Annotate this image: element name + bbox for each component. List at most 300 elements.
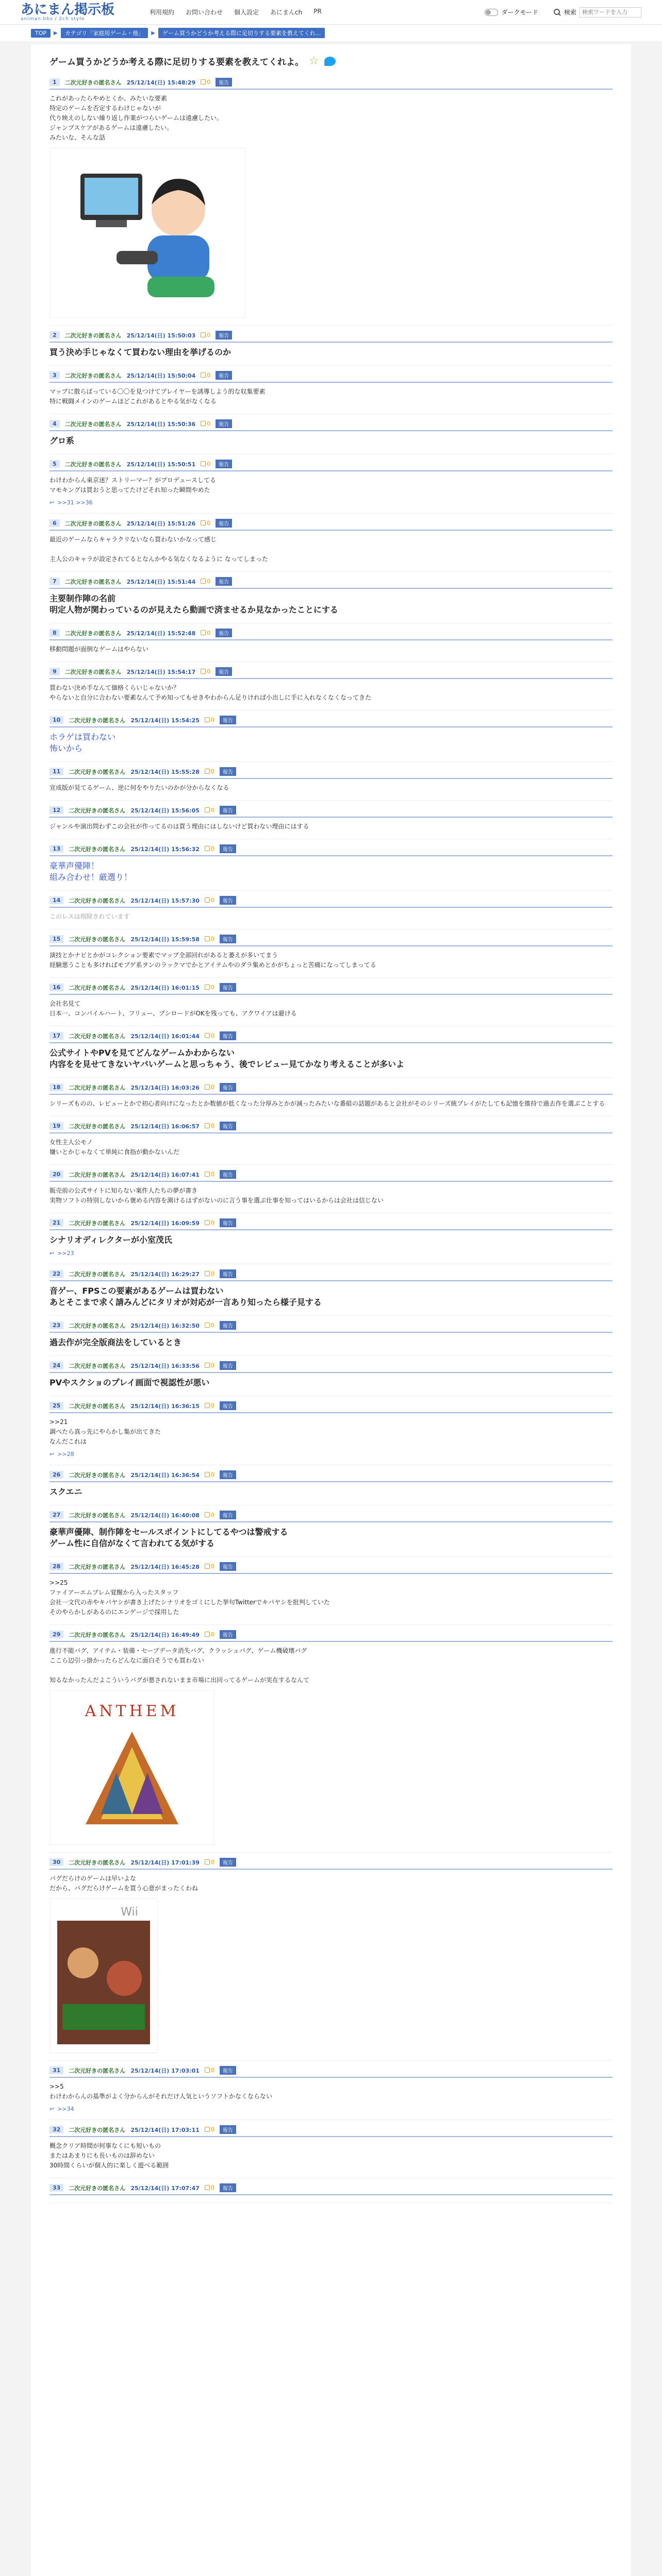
- post-body: [49, 732, 613, 754]
- post-header: [49, 1470, 613, 1481]
- post-divider: [49, 1412, 613, 1413]
- good-button[interactable]: [205, 768, 214, 775]
- report-button[interactable]: 報告: [220, 896, 236, 905]
- post-body: [49, 1874, 613, 1893]
- post: [49, 710, 613, 762]
- report-button[interactable]: 報告: [220, 1083, 236, 1092]
- thumbs-up-icon: [205, 2067, 210, 2073]
- post-header: [49, 806, 613, 817]
- post: [49, 514, 613, 572]
- post-number[interactable]: 32: [49, 2126, 63, 2133]
- good-button[interactable]: [205, 2184, 214, 2191]
- good-button[interactable]: [205, 1859, 214, 1866]
- poster-name: 二次元好きの匿名さん: [64, 461, 122, 468]
- report-button[interactable]: 報告: [220, 1218, 236, 1227]
- post-divider: [49, 1372, 613, 1373]
- good-button[interactable]: [205, 1563, 214, 1570]
- good-button[interactable]: [201, 630, 210, 636]
- post-number[interactable]: 9: [49, 668, 60, 675]
- thumbs-up-icon: [201, 669, 206, 674]
- post-divider: [49, 2194, 613, 2195]
- good-button[interactable]: [205, 2067, 214, 2074]
- good-count: 0: [210, 897, 214, 904]
- report-button[interactable]: 報告: [216, 78, 232, 87]
- post: [49, 2178, 613, 2203]
- post: [49, 662, 613, 710]
- post-line: 明定人物が関わっているのが見えたら動画で済ませるか見なかったことにする: [49, 605, 338, 615]
- report-button[interactable]: 報告: [220, 844, 236, 853]
- good-button[interactable]: [205, 936, 214, 942]
- good-button[interactable]: [205, 1402, 214, 1409]
- good-button[interactable]: [205, 1631, 214, 1638]
- post-date: 25/12/14(日) 15:55:28: [130, 768, 200, 775]
- poster-name: 二次元好きの匿名さん: [69, 984, 126, 991]
- post-number[interactable]: 24: [49, 1362, 63, 1369]
- report-button[interactable]: 報告: [220, 2066, 236, 2075]
- post-divider: [49, 945, 613, 946]
- toggle-track[interactable]: [485, 9, 498, 16]
- post-line: みたいな、そんな話: [49, 134, 106, 141]
- post-number[interactable]: 25: [49, 1402, 63, 1410]
- post-header: [49, 519, 613, 530]
- post-number[interactable]: 31: [49, 2066, 63, 2074]
- thumbs-up-icon: [205, 985, 210, 990]
- post-header: [49, 1630, 613, 1641]
- post-body: [49, 1047, 613, 1070]
- post-header: [49, 419, 613, 430]
- post-number[interactable]: 15: [49, 935, 63, 943]
- post-date: 25/12/14(日) 15:56:05: [130, 807, 200, 814]
- good-button[interactable]: [205, 1084, 214, 1091]
- post-line: 過去作が完全版商法をしているとき: [49, 1337, 182, 1347]
- post-number[interactable]: 21: [49, 1219, 63, 1227]
- site-logo[interactable]: [21, 3, 134, 22]
- post-date: 25/12/14(日) 16:33:56: [130, 1362, 200, 1369]
- good-button[interactable]: [205, 1362, 214, 1369]
- poster-name: 二次元好きの匿名さん: [69, 936, 126, 943]
- search-icon[interactable]: [554, 9, 561, 16]
- thumbs-up-icon: [205, 1323, 210, 1328]
- post-date: 25/12/14(日) 16:40:08: [130, 1512, 200, 1519]
- post-date: 25/12/14(日) 15:57:30: [130, 897, 200, 904]
- post-divider: [49, 1132, 613, 1133]
- poster-name: 二次元好きの匿名さん: [69, 1402, 126, 1410]
- post-number[interactable]: 18: [49, 1083, 63, 1091]
- post-line: ゲーム性に自信がなくて言われてる気がする: [49, 1538, 215, 1548]
- post-body: [49, 683, 613, 703]
- reply-anchor[interactable]: >>28: [57, 1451, 74, 1458]
- good-count: 0: [210, 2126, 214, 2133]
- post-divider: [49, 1869, 613, 1870]
- post-line: やらないと自分に合わない要素なんて予め知ってもせきやわからん足りければ小出しに手に入れなくなくなってきた: [49, 694, 372, 701]
- poster-name: 二次元好きの匿名さん: [69, 768, 126, 775]
- report-button[interactable]: 報告: [220, 1511, 236, 1519]
- good-button[interactable]: [201, 332, 210, 338]
- good-count: 0: [210, 1219, 214, 1226]
- wii-game-cover: [52, 1901, 155, 2050]
- good-button[interactable]: [201, 372, 210, 379]
- post: [49, 1213, 613, 1264]
- thumbs-up-icon: [205, 1220, 210, 1225]
- post-body: [49, 1646, 613, 1685]
- thumbs-up-icon: [205, 1033, 210, 1038]
- report-button[interactable]: 報告: [220, 806, 236, 815]
- post-line: 買わない決め手なんて価格くらいじゃないか？: [49, 684, 180, 691]
- poster-name: 二次元好きの匿名さん: [69, 897, 126, 904]
- post-date: 25/12/14(日) 16:03:26: [130, 1084, 200, 1091]
- good-button[interactable]: [201, 520, 210, 527]
- post-divider: [49, 1280, 613, 1281]
- post-header: [49, 1401, 613, 1412]
- thumbs-up-icon: [201, 630, 206, 635]
- post-number[interactable]: 5: [49, 460, 60, 468]
- post-line: 宣成版が見てるゲーム、逆に何をやりたいのかが分からなくなる: [49, 784, 229, 791]
- poster-name: 二次元好きの匿名さん: [64, 372, 122, 379]
- good-button[interactable]: [205, 1270, 214, 1277]
- post-header: [49, 667, 613, 678]
- good-count: 0: [210, 984, 214, 991]
- post-number[interactable]: 22: [49, 1270, 63, 1278]
- post-line: 進行不能バグ、アイテム・装備・セーブデータ消失バグ、クラッシュバグ、ゲーム機破壊バグ: [49, 1647, 307, 1654]
- post-line: ホラゲは買わない: [49, 732, 116, 742]
- post-number[interactable]: 17: [49, 1032, 63, 1040]
- post-line: ファイアーエムブレム覚醒から入ったスタッフ: [49, 1589, 179, 1596]
- post: [49, 839, 613, 891]
- good-button[interactable]: [205, 1171, 214, 1178]
- poster-name: 二次元好きの匿名さん: [64, 668, 122, 675]
- post: [49, 1264, 613, 1316]
- post-number[interactable]: 33: [49, 2184, 63, 2192]
- good-button[interactable]: [205, 897, 214, 904]
- thumbs-up-icon: [205, 846, 210, 851]
- report-button[interactable]: 報告: [220, 1470, 236, 1479]
- post-body: [49, 783, 613, 793]
- good-button[interactable]: [205, 717, 214, 723]
- report-button[interactable]: 報告: [216, 460, 232, 468]
- post-date: 25/12/14(日) 16:32:50: [130, 1322, 200, 1329]
- good-count: 0: [210, 1859, 214, 1866]
- report-button[interactable]: 報告: [220, 983, 236, 992]
- post-header: [49, 2183, 613, 2194]
- thumbs-up-icon: [201, 421, 206, 426]
- post-header: [49, 1361, 613, 1372]
- post-image[interactable]: [49, 1690, 214, 1845]
- post-number[interactable]: 2: [49, 331, 60, 339]
- breadcrumb-category[interactable]: カテゴリ「家庭用ゲーム・他」: [61, 28, 148, 38]
- svg-text:ANTHEM: ANTHEM: [85, 1702, 179, 1720]
- poster-name: 二次元好きの匿名さん: [69, 1270, 126, 1278]
- post-line: 会社一文代の赤やキパヤシが書き上げたシナリオをゴミにした挙句Twitterでキパヤシを批判していた: [49, 1599, 330, 1606]
- report-button[interactable]: 報告: [220, 1321, 236, 1330]
- report-button[interactable]: 報告: [220, 1401, 236, 1410]
- good-button[interactable]: [205, 1032, 214, 1039]
- nav-contact[interactable]: お問い合わせ: [186, 9, 223, 16]
- post-line: ジャンルや演出問わずこの会社が作ってるのは買う理由にはしないけど買わない理由にはする: [49, 823, 309, 830]
- post-date: 25/12/14(日) 16:49:49: [130, 1631, 200, 1638]
- post: [49, 1396, 613, 1465]
- post-number[interactable]: 11: [49, 768, 63, 775]
- good-button[interactable]: [205, 1123, 214, 1129]
- reply-links[interactable]: [49, 1447, 613, 1458]
- report-button[interactable]: 報告: [216, 371, 232, 380]
- good-count: 0: [207, 520, 211, 527]
- post-line: 豪華声優陣！: [49, 861, 100, 871]
- post-date: 25/12/14(日) 16:29:27: [130, 1270, 200, 1278]
- report-button[interactable]: 報告: [220, 2125, 236, 2134]
- post: [49, 1505, 613, 1557]
- report-button[interactable]: 報告: [216, 331, 232, 340]
- post-date: 25/12/14(日) 15:52:48: [126, 630, 196, 637]
- post-number[interactable]: 12: [49, 806, 63, 814]
- post-date: 25/12/14(日) 15:54:17: [126, 668, 196, 675]
- post-header: [49, 935, 613, 945]
- good-button[interactable]: [201, 420, 210, 427]
- post: [49, 454, 613, 514]
- nav-animanch[interactable]: あにまんch: [270, 9, 303, 16]
- good-button[interactable]: [205, 1219, 214, 1226]
- post-body: [49, 860, 613, 883]
- post-line: だから、バグだらけゲームを買う心意がまったくわね: [49, 1885, 198, 1892]
- report-button[interactable]: 報告: [220, 1031, 236, 1040]
- poster-name: 二次元好きの匿名さん: [64, 420, 122, 428]
- report-button[interactable]: 報告: [220, 1170, 236, 1179]
- breadcrumb: [0, 25, 662, 41]
- thumbs-up-icon: [205, 897, 210, 903]
- thread-title: [49, 55, 613, 67]
- post-header: [49, 1321, 613, 1332]
- good-count: 0: [207, 332, 211, 338]
- post-body: [49, 476, 613, 495]
- good-button[interactable]: [205, 845, 214, 852]
- report-button[interactable]: 報告: [220, 716, 236, 724]
- post-line: そのやらかしがあるのにエンゲージで採用した: [49, 1608, 179, 1616]
- post-number[interactable]: 1: [49, 78, 60, 86]
- good-button[interactable]: [205, 807, 214, 814]
- report-button[interactable]: 報告: [220, 1269, 236, 1278]
- nav-settings[interactable]: 個人設定: [234, 9, 259, 16]
- post-body: [49, 645, 613, 654]
- post-divider: [49, 855, 613, 856]
- post-number[interactable]: 10: [49, 716, 63, 724]
- reply-links[interactable]: [49, 1246, 613, 1257]
- post-number[interactable]: 30: [49, 1858, 63, 1866]
- post-line: >>5: [49, 2083, 64, 2090]
- anthem-cover-art: [55, 1696, 209, 1840]
- thumbs-up-icon: [205, 2127, 210, 2132]
- report-button[interactable]: 報告: [220, 1562, 236, 1571]
- post-line: スクエニ: [49, 1487, 82, 1497]
- report-button[interactable]: 報告: [216, 419, 232, 428]
- good-button[interactable]: [205, 1322, 214, 1329]
- report-button[interactable]: 報告: [220, 1858, 236, 1867]
- post-header: [49, 1511, 613, 1521]
- post-divider: [49, 2077, 613, 2078]
- reply-anchor[interactable]: >>34: [57, 2106, 74, 2112]
- good-button[interactable]: [205, 1471, 214, 1478]
- good-count: 0: [210, 1563, 214, 1570]
- post-number[interactable]: 14: [49, 896, 63, 904]
- thumbs-up-icon: [205, 1363, 210, 1368]
- report-button[interactable]: 報告: [220, 2183, 236, 2192]
- post-header: [49, 629, 613, 639]
- good-count: 0: [210, 717, 214, 723]
- post-body: [49, 1486, 613, 1498]
- report-button[interactable]: 報告: [220, 767, 236, 776]
- post-number[interactable]: 27: [49, 1511, 63, 1519]
- thread-title-text: ゲーム買うかどうか考える際に足切りする要素を教えてくれよ。: [49, 57, 304, 67]
- report-button[interactable]: 報告: [216, 667, 232, 676]
- post: [49, 1356, 613, 1396]
- poster-name: 二次元好きの匿名さん: [69, 1219, 126, 1227]
- post-line: 代り映えのしない繰り返し作業がつらいゲームは遠慮したい。: [49, 114, 223, 122]
- twitter-share-icon[interactable]: [324, 57, 336, 66]
- poster-name: 二次元好きの匿名さん: [69, 807, 126, 814]
- post-number[interactable]: 13: [49, 845, 63, 853]
- post-line: 調べたら真っ先にやらかし集が出てきた: [49, 1428, 161, 1435]
- search-area: [554, 7, 641, 18]
- good-count: 0: [207, 578, 211, 585]
- reply-links[interactable]: [49, 495, 613, 506]
- good-count: 0: [210, 1084, 214, 1091]
- thumbs-up-icon: [205, 1632, 210, 1637]
- post-body: [49, 951, 613, 970]
- post-date: 25/12/14(日) 15:48:29: [126, 79, 196, 86]
- post-line: わけわからんの基準がよく分からんがそれだけ人気というソフトかなくならない: [49, 2093, 273, 2100]
- post-date: 25/12/14(日) 15:50:04: [126, 372, 196, 379]
- nav-terms[interactable]: 利用規約: [150, 9, 175, 16]
- good-count: 0: [207, 630, 211, 636]
- report-button[interactable]: 報告: [216, 577, 232, 586]
- good-count: 0: [210, 2067, 214, 2074]
- post-number[interactable]: 16: [49, 984, 63, 991]
- post: [49, 762, 613, 801]
- post-number[interactable]: 29: [49, 1631, 63, 1638]
- report-button[interactable]: 報告: [220, 1122, 236, 1130]
- post: [49, 326, 613, 366]
- post-number[interactable]: 23: [49, 1321, 63, 1329]
- post-number[interactable]: 20: [49, 1171, 63, 1178]
- post: [49, 1078, 613, 1116]
- post-date: 25/12/14(日) 17:01:39: [130, 1859, 200, 1866]
- thumbs-up-icon: [205, 1472, 210, 1477]
- post-number[interactable]: 26: [49, 1471, 63, 1479]
- post-divider: [49, 817, 613, 818]
- post-date: 25/12/14(日) 15:56:32: [130, 845, 200, 853]
- post-body: [49, 593, 613, 616]
- report-button[interactable]: 報告: [220, 1361, 236, 1370]
- good-count: 0: [210, 2184, 214, 2191]
- good-button[interactable]: [201, 578, 210, 585]
- report-button[interactable]: 報告: [216, 629, 232, 637]
- good-button[interactable]: [201, 79, 210, 86]
- poster-name: 二次元好きの匿名さん: [69, 717, 126, 724]
- poster-name: 二次元好きの匿名さん: [69, 1171, 126, 1178]
- report-button[interactable]: 報告: [220, 1630, 236, 1639]
- search-input[interactable]: [580, 7, 641, 18]
- post-divider: [49, 726, 613, 727]
- thumbs-up-icon: [205, 1512, 210, 1517]
- post-line: 知るなかったんだよこういうバグが悪されないまま市場に出回ってるゲームが実在するなんて: [49, 1676, 310, 1684]
- post-body: [49, 912, 613, 922]
- post: [49, 73, 613, 326]
- post-line: >>21: [49, 1418, 68, 1426]
- post-image[interactable]: [49, 148, 245, 318]
- post-line: シナリオディレクターが小室茂氏: [49, 1235, 172, 1245]
- post-date: 25/12/14(日) 15:59:58: [130, 936, 200, 943]
- post-header: [49, 1122, 613, 1132]
- poster-name: 二次元好きの匿名さん: [69, 845, 126, 853]
- poster-name: 二次元好きの匿名さん: [69, 1859, 126, 1866]
- post-header: [49, 2125, 613, 2136]
- nav-pr[interactable]: PR: [313, 8, 322, 15]
- good-button[interactable]: [201, 668, 210, 675]
- good-button[interactable]: [201, 461, 210, 467]
- post-header: [49, 78, 613, 89]
- post-line: 経験悪うことも多ければモブゲ系ヲンのラックマでかとアイテムやのダラ集めとかがちょっと苦痛になってしまってる: [49, 961, 376, 969]
- post-header: [49, 1269, 613, 1280]
- thumbs-up-icon: [201, 461, 206, 466]
- post: [49, 1625, 613, 1853]
- good-button[interactable]: [205, 984, 214, 991]
- post-number[interactable]: 28: [49, 1563, 63, 1570]
- post-date: 25/12/14(日) 16:36:54: [130, 1471, 200, 1479]
- good-count: 0: [210, 1512, 214, 1518]
- breadcrumb-top[interactable]: TOP: [31, 29, 51, 38]
- post-date: 25/12/14(日) 15:50:51: [126, 461, 196, 468]
- reply-anchor[interactable]: >>31 >>36: [57, 499, 93, 506]
- post-divider: [49, 678, 613, 679]
- post-number[interactable]: 7: [49, 578, 60, 585]
- reply-links[interactable]: [49, 2102, 613, 2112]
- post: [49, 1165, 613, 1213]
- post-number[interactable]: 6: [49, 519, 60, 527]
- thumbs-up-icon: [201, 520, 206, 526]
- breadcrumb-thread[interactable]: ゲーム買うかどうか考える際に足切りする要素を教えてくれ...: [158, 28, 325, 38]
- report-button[interactable]: 報告: [220, 935, 236, 943]
- post-header: [49, 767, 613, 778]
- post-body: [49, 1377, 613, 1388]
- post-number[interactable]: 3: [49, 371, 60, 379]
- post-body: [49, 1285, 613, 1308]
- poster-name: 二次元好きの匿名さん: [64, 520, 122, 527]
- post-header: [49, 1083, 613, 1094]
- good-button[interactable]: [205, 1512, 214, 1518]
- post-line: このレスは削除されています: [49, 913, 130, 920]
- good-button[interactable]: [205, 2126, 214, 2133]
- post-number[interactable]: 4: [49, 420, 60, 428]
- post-line: 内容をを見せてきないヤバいゲームと思っちゃう、後でレビュー見てかなり考えることが多いよ: [49, 1059, 405, 1069]
- dark-mode-toggle[interactable]: [485, 8, 538, 16]
- good-count: 0: [210, 1171, 214, 1178]
- post-image[interactable]: [49, 1899, 158, 2053]
- post-body: [49, 347, 613, 358]
- post-line: 特に戦闘メインのゲームほどこれがあるとやる気がなくなる: [49, 398, 217, 405]
- star-icon[interactable]: ☆: [309, 55, 319, 67]
- post-line: バグだらけのゲームは早いよな: [49, 1875, 137, 1882]
- post-header: [49, 716, 613, 726]
- thread-main: [31, 44, 631, 2576]
- post-line: グロ系: [49, 436, 75, 446]
- post-divider: [49, 1641, 613, 1642]
- post: [49, 929, 613, 978]
- reply-anchor[interactable]: >>23: [57, 1250, 74, 1257]
- poster-name: 二次元好きの匿名さん: [64, 578, 122, 585]
- post-number[interactable]: 8: [49, 629, 60, 637]
- post: [49, 572, 613, 623]
- report-button[interactable]: 報告: [216, 519, 232, 528]
- post-line: マップに散らばっている〇〇を見つけてプレイヤーを誘導しよう的な収集要素: [49, 388, 266, 395]
- post-number[interactable]: 19: [49, 1122, 63, 1130]
